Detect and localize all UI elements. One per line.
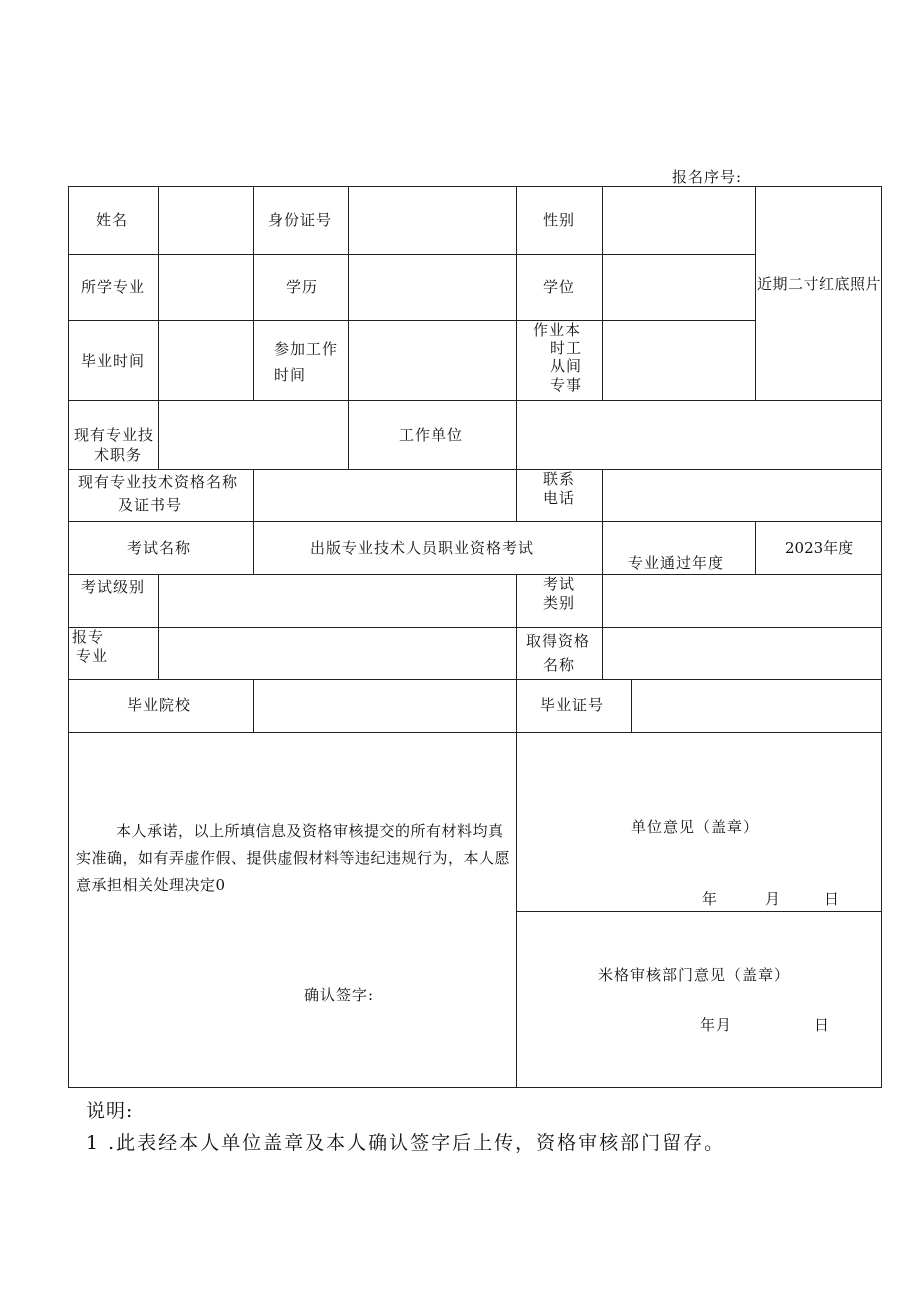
exam-level-label: 考试级别 bbox=[81, 578, 146, 596]
school-field[interactable] bbox=[254, 680, 515, 731]
pledge-text bbox=[76, 818, 516, 899]
obtained-qualification-label-line2: 名称 bbox=[543, 656, 576, 674]
gender-field[interactable] bbox=[603, 187, 754, 253]
education-field[interactable] bbox=[349, 255, 515, 319]
degree-field[interactable] bbox=[603, 255, 754, 319]
work-start-label-line2: 时间 bbox=[274, 366, 307, 384]
education-label: 学历 bbox=[286, 278, 319, 296]
employer-field[interactable] bbox=[517, 401, 880, 468]
qualification-field[interactable] bbox=[254, 470, 515, 520]
apply-major-label-line2: 专业 bbox=[76, 647, 109, 665]
notes-item-1: 1 .此表经本人单位盖章及本人确认签字后上传，资格审核部门留存。 bbox=[86, 1132, 726, 1154]
exam-category-label-line1: 考试 bbox=[543, 575, 576, 593]
review-date-day: 日 bbox=[814, 1016, 831, 1034]
prof-work-char: 从 bbox=[550, 357, 567, 375]
cert-number-label: 毕业证号 bbox=[540, 696, 605, 714]
work-start-label-line1: 参加工作 bbox=[274, 340, 339, 358]
apply-major-field[interactable] bbox=[159, 628, 515, 678]
gender-label: 性别 bbox=[543, 211, 576, 229]
notes-title: 说明: bbox=[86, 1100, 134, 1122]
pass-year-label: 专业通过年度 bbox=[628, 554, 725, 572]
pledge-text-content: 本人承诺，以上所填信息及资格审核提交的所有材料均真实准确，如有弄虚作假、提供虚假材料等违纪违规行为，本人愿意承担相关处理决定0 bbox=[76, 822, 511, 894]
unit-date-day: 日 bbox=[824, 890, 841, 908]
signature-label: 确认签字: bbox=[304, 986, 375, 1004]
prof-work-char: 专 bbox=[550, 376, 567, 394]
cert-number-field[interactable] bbox=[632, 680, 880, 731]
prof-work-char: 业 bbox=[549, 321, 566, 339]
exam-name-value: 出版专业技术人员职业资格考试 bbox=[310, 539, 535, 557]
exam-name-label: 考试名称 bbox=[127, 539, 192, 557]
obtained-qualification-field[interactable] bbox=[603, 628, 880, 678]
name-label: 姓名 bbox=[96, 211, 129, 229]
prof-work-time-field[interactable] bbox=[603, 321, 754, 399]
prof-title-label-line1: 现有专业技 bbox=[74, 426, 155, 444]
phone-label-line1: 联系 bbox=[543, 470, 576, 488]
apply-major-label-line1: 报专 bbox=[72, 628, 105, 646]
prof-work-char: 时 bbox=[550, 339, 567, 357]
prof-work-char: 事 bbox=[566, 376, 583, 394]
review-date-year-month: 年月 bbox=[700, 1016, 733, 1034]
exam-level-field[interactable] bbox=[159, 575, 515, 626]
exam-category-field[interactable] bbox=[603, 575, 880, 626]
major-field[interactable] bbox=[159, 255, 252, 319]
photo-label: 近期二寸红底照片 bbox=[757, 275, 882, 293]
phone-label-line2: 电话 bbox=[543, 489, 576, 507]
prof-work-char: 作 bbox=[533, 321, 550, 339]
prof-work-char: 本 bbox=[565, 321, 582, 339]
grad-time-field[interactable] bbox=[159, 321, 252, 399]
grad-time-label: 毕业时间 bbox=[81, 352, 146, 370]
review-opinion-label: 米格审核部门意见（盖章） bbox=[598, 966, 791, 984]
serial-number-label: 报名序号: bbox=[672, 168, 743, 186]
unit-date-month: 月 bbox=[765, 890, 782, 908]
unit-date-year: 年 bbox=[702, 890, 719, 908]
qualification-label-line1: 现有专业技术资格名称 bbox=[78, 473, 239, 491]
id-number-field[interactable] bbox=[349, 187, 515, 253]
unit-opinion-label: 单位意见（盖章） bbox=[631, 818, 760, 836]
prof-title-label-line2: 术职务 bbox=[94, 446, 143, 464]
degree-label: 学位 bbox=[543, 278, 576, 296]
qualification-label-line2: 及证书号 bbox=[118, 496, 183, 514]
signature-field[interactable] bbox=[390, 978, 510, 1012]
prof-work-char: 间 bbox=[566, 357, 583, 375]
exam-category-label-line2: 类别 bbox=[543, 594, 576, 612]
prof-title-field[interactable] bbox=[159, 401, 347, 468]
pass-year-value: 2023年度 bbox=[785, 539, 854, 557]
name-field[interactable] bbox=[159, 187, 252, 253]
employer-label: 工作单位 bbox=[399, 426, 464, 444]
major-label: 所学专业 bbox=[81, 278, 146, 296]
phone-field[interactable] bbox=[603, 470, 880, 520]
id-number-label: 身份证号 bbox=[268, 211, 333, 229]
work-start-field[interactable] bbox=[349, 321, 515, 399]
obtained-qualification-label-line1: 取得资格 bbox=[526, 632, 591, 650]
school-label: 毕业院校 bbox=[127, 696, 192, 714]
prof-work-char: 工 bbox=[566, 339, 583, 357]
